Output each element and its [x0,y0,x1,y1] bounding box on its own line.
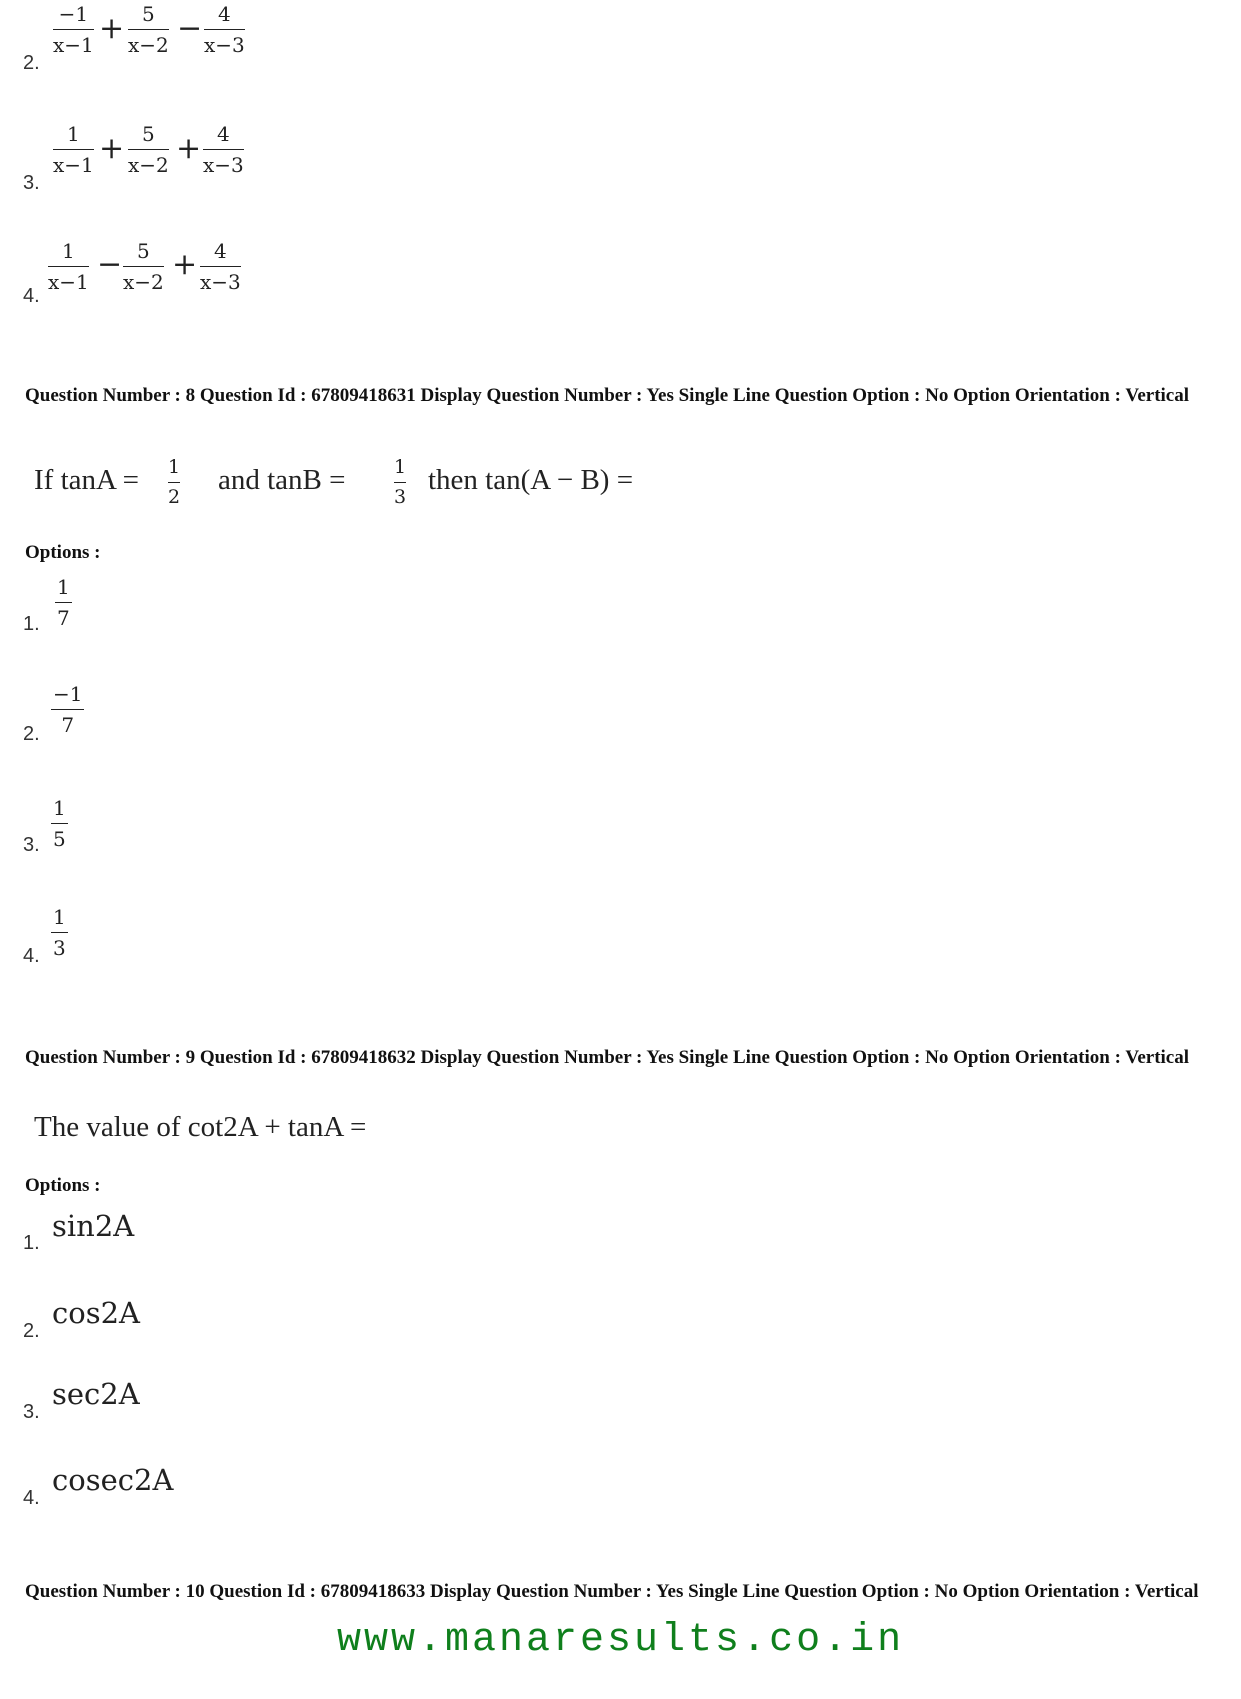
question-10-header: Question Number : 10 Question Id : 67809418633 Display Question Number : Yes Single Line Question Option : No Option Orientation : Vertical [25,1581,1199,1602]
option-number: 4. [23,1487,40,1509]
fraction: −1 x−1 [53,2,94,57]
option-number: 3. [23,834,40,856]
fraction: 1 x−1 [48,239,89,294]
fraction: 4 x−3 [204,2,245,57]
operator: − [177,11,203,46]
operator: + [99,11,125,46]
option-number: 4. [23,945,40,967]
option-number: 1. [23,1232,40,1254]
fraction: 1 5 [53,796,66,851]
option-number: 3. [23,1401,40,1423]
operator: − [97,247,123,282]
option-number: 2. [23,52,40,74]
fraction: 5 x−2 [128,122,169,177]
options-label: Options : [25,542,101,563]
option-number: 3. [23,172,40,194]
fraction: 1 2 [168,456,181,508]
question-8-header: Question Number : 8 Question Id : 67809418631 Display Question Number : Yes Single Line Question Option : No Option Orientation : Vertical [25,385,1190,406]
fraction: 1 x−1 [53,122,94,177]
fraction: 5 x−2 [128,2,169,57]
stem-text: and tanB = [218,464,346,496]
fraction: 1 7 [57,575,70,630]
operator: + [99,131,125,166]
question-9-stem: The value of cot2A + tanA = [34,1111,367,1143]
option-number: 2. [23,723,40,745]
option-text: cos2A [52,1296,140,1330]
options-label: Options : [25,1175,101,1196]
option-text: sec2A [52,1377,140,1411]
operator: + [176,131,202,166]
fraction: 4 x−3 [203,122,244,177]
option-text: sin2A [52,1209,135,1243]
operator: + [172,247,198,282]
stem-text: then tan(A − B) = [428,464,634,496]
fraction: 5 x−2 [123,239,164,294]
fraction: 1 3 [53,905,66,960]
fraction: 4 x−3 [200,239,241,294]
fraction: −1 7 [53,682,83,737]
watermark-url[interactable]: www.manaresults.co.in [337,1618,905,1663]
option-number: 4. [23,285,40,307]
question-9-header: Question Number : 9 Question Id : 67809418632 Display Question Number : Yes Single Line Question Option : No Option Orientation : Vertical [25,1047,1190,1068]
option-number: 1. [23,613,40,635]
fraction: 1 3 [394,456,407,508]
stem-text: If tanA = [34,464,139,496]
option-text: cosec2A [52,1463,174,1497]
option-number: 2. [23,1320,40,1342]
